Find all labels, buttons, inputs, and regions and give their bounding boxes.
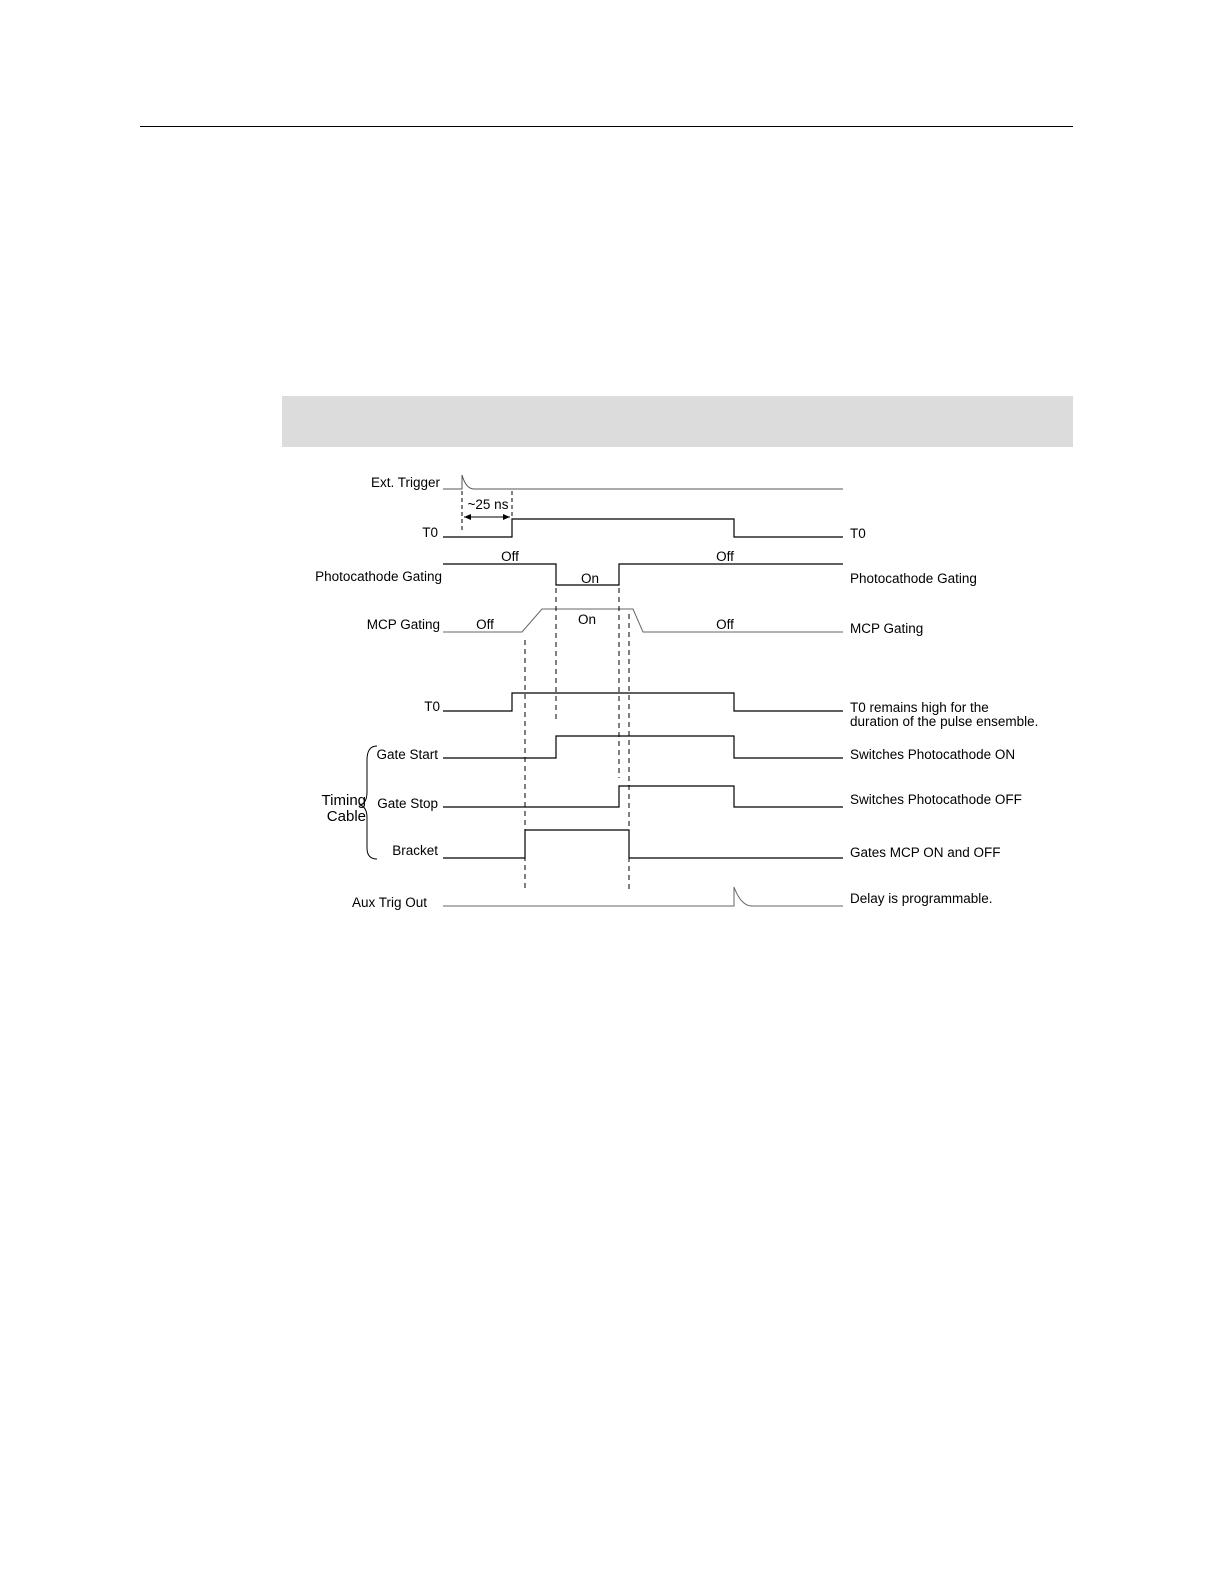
right-label-t0-top: T0: [850, 526, 866, 541]
right-label-aux: Delay is programmable.: [850, 891, 993, 906]
state-mcp-off-2: Off: [716, 617, 734, 632]
right-label-t0-note-1: T0 remains high for the: [850, 700, 989, 715]
state-mcp-off-1: Off: [476, 617, 494, 632]
state-pc-on: On: [580, 571, 600, 586]
mcp-waveform: [443, 609, 843, 632]
label-cable: Cable: [326, 808, 366, 825]
gate-start-waveform: [443, 736, 843, 758]
state-pc-off-2: Off: [716, 549, 734, 564]
label-bracket: Bracket: [392, 843, 438, 858]
photocathode-waveform: [443, 564, 843, 585]
right-label-photocathode: Photocathode Gating: [850, 571, 977, 586]
label-gate-start: Gate Start: [376, 747, 438, 762]
right-label-gate-stop: Switches Photocathode OFF: [850, 792, 1022, 807]
label-gate-stop: Gate Stop: [377, 796, 438, 811]
right-label-t0-note-2: duration of the pulse ensemble.: [850, 714, 1039, 729]
aux-trig-out-waveform: [443, 887, 843, 906]
bracket-waveform: [443, 830, 843, 858]
gate-stop-waveform: [443, 786, 843, 807]
right-label-gate-start: Switches Photocathode ON: [850, 747, 1016, 762]
state-mcp-on: On: [577, 612, 597, 627]
label-ext-trigger: Ext. Trigger: [370, 475, 440, 490]
state-pc-off-1: Off: [501, 549, 519, 564]
label-timing: Timing: [321, 792, 366, 809]
right-label-mcp: MCP Gating: [850, 621, 924, 636]
label-mcp-gating: MCP Gating: [366, 617, 440, 632]
t0-bottom-waveform: [443, 693, 843, 711]
label-t0-top: T0: [422, 525, 438, 540]
ext-trigger-waveform: [443, 475, 843, 489]
label-t0-bottom: T0: [424, 699, 440, 714]
label-photocathode-gating: Photocathode Gating: [315, 569, 442, 584]
right-label-bracket: Gates MCP ON and OFF: [850, 845, 1001, 860]
label-aux-trig-out: Aux Trig Out: [351, 895, 427, 910]
delay-label: ~25 ns: [467, 497, 509, 512]
t0-top-waveform: [443, 519, 843, 537]
